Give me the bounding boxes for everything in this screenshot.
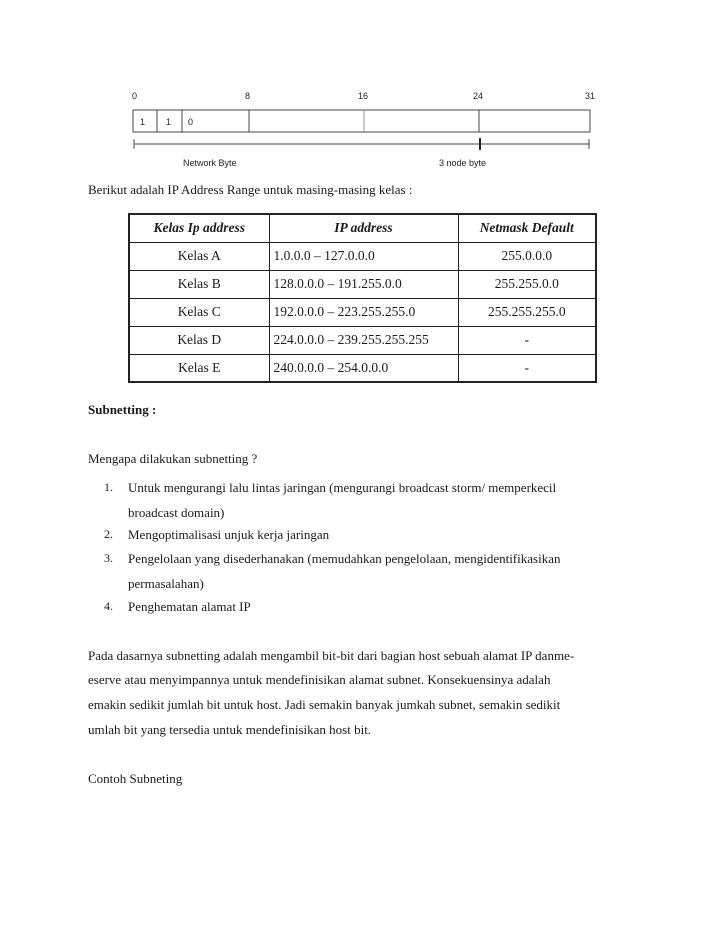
cell-netmask: - xyxy=(458,326,596,354)
subnetting-heading: Subnetting : xyxy=(88,402,157,417)
table-row xyxy=(129,326,596,354)
cell-netmask: 255.0.0.0 xyxy=(458,242,596,270)
bit-cell-1: 1 xyxy=(140,117,146,127)
cell-range: 240.0.0.0 – 254.0.0.0 xyxy=(269,354,458,382)
list-item xyxy=(128,475,618,525)
header-netmask: Netmask Default xyxy=(458,214,596,242)
list-item xyxy=(128,546,618,596)
list-item xyxy=(128,522,618,547)
bit-label-16: 16 xyxy=(358,91,369,101)
bit-label-0: 0 xyxy=(132,91,138,101)
ip-class-table xyxy=(128,213,597,383)
list-number: 3. xyxy=(104,551,113,565)
bit-label-31: 31 xyxy=(585,91,596,101)
list-item xyxy=(128,594,618,619)
network-byte-label: Network Byte xyxy=(183,158,237,168)
paragraph-line: umlah bit yang tersedia untuk mendefinisikan host bit. xyxy=(88,722,372,737)
cell-netmask: 255.255.0.0 xyxy=(458,270,596,298)
cell-kelas: Kelas B xyxy=(129,270,269,298)
list-item-line: Pengelolaan yang disederhanakan (memudahkan pengelolaan, mengidentifikasikan xyxy=(128,551,561,566)
cell-netmask: 255.255.255.0 xyxy=(458,298,596,326)
intro-text: Berikut adalah IP Address Range untuk masing-masing kelas : xyxy=(88,182,413,197)
cell-kelas: Kelas E xyxy=(129,354,269,382)
cell-range: 128.0.0.0 – 191.255.0.0 xyxy=(269,270,458,298)
table-row xyxy=(129,298,596,326)
example-heading: Contoh Subneting xyxy=(88,771,183,786)
header-ip-address: IP address xyxy=(269,214,458,242)
node-byte-label: 3 node byte xyxy=(439,158,487,168)
cell-kelas: Kelas A xyxy=(129,242,269,270)
bit-cell-3: 0 xyxy=(188,117,194,127)
question-text: Mengapa dilakukan subnetting ? xyxy=(88,451,258,466)
cell-range: 192.0.0.0 – 223.255.255.0 xyxy=(269,298,458,326)
list-item-line: Mengoptimalisasi unjuk kerja jaringan xyxy=(128,527,330,542)
cell-netmask: - xyxy=(458,354,596,382)
table-row xyxy=(129,354,596,382)
list-item-line: Penghematan alamat IP xyxy=(128,599,251,614)
cell-range: 224.0.0.0 – 239.255.255.255 xyxy=(269,326,458,354)
list-number: 4. xyxy=(104,599,113,613)
paragraph-line: Pada dasarnya subnetting adalah mengambil bit-bit dari bagian host sebuah alamat IP danme- xyxy=(88,648,575,663)
bit-label-8: 8 xyxy=(245,91,251,101)
cell-kelas: Kelas C xyxy=(129,298,269,326)
table-row xyxy=(129,242,596,270)
bit-cell-2: 1 xyxy=(166,117,172,127)
cell-range: 1.0.0.0 – 127.0.0.0 xyxy=(269,242,458,270)
list-item-line: Untuk mengurangi lalu lintas jaringan (mengurangi broadcast storm/ memperkecil xyxy=(128,480,557,495)
list-item-line: broadcast domain) xyxy=(128,505,225,520)
paragraph-line: emakin sedikit jumlah bit untuk host. Jadi semakin banyak jumkah subnet, semakin sedikit xyxy=(88,697,561,712)
header-kelas: Kelas Ip address xyxy=(129,214,269,242)
table-header-row xyxy=(129,214,596,242)
bit-label-24: 24 xyxy=(473,91,484,101)
paragraph-line: eserve atau menyimpannya untuk mendefinisikan alamat subnet. Konsekuensinya adalah xyxy=(88,672,551,687)
table-row xyxy=(129,270,596,298)
ip-bit-diagram xyxy=(0,0,728,180)
list-number: 1. xyxy=(104,480,113,494)
list-item-line: permasalahan) xyxy=(128,576,204,591)
cell-kelas: Kelas D xyxy=(129,326,269,354)
bit-field-box xyxy=(133,110,590,132)
list-number: 2. xyxy=(104,527,113,541)
